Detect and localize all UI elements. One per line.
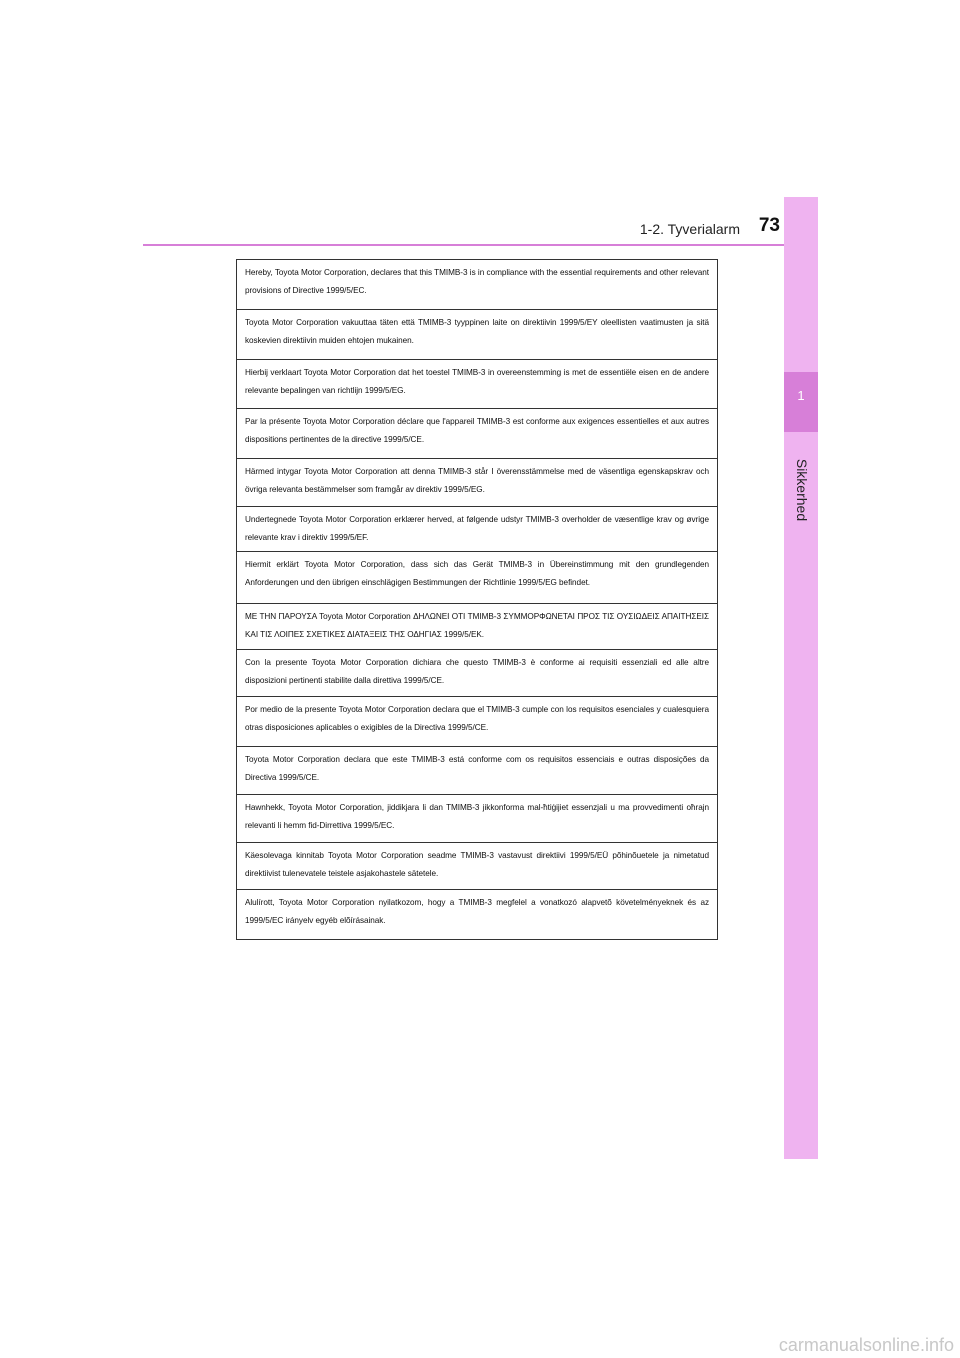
declaration-row-nl: Hierbij verklaart Toyota Motor Corporation dat het toestel TMIMB-3 in overeenstemming is met de essentiële eisen en de andere relevante bepalingen van richtlijn 1999/5/EG. — [237, 360, 717, 409]
declaration-row-pt: Toyota Motor Corporation declara que este TMIMB-3 está conforme com os requisitos essenciais e outras disposições da Directiva 1999/5/CE. — [237, 747, 717, 795]
declaration-row-et: Käesolevaga kinnitab Toyota Motor Corporation seadme TMIMB-3 vastavust direktiivi 1999/5/EÜ põhinõuetele ja nimetatud direktiivist tulenevatele teistele asjakohastele sätetele. — [237, 843, 717, 890]
declaration-row-es: Por medio de la presente Toyota Motor Corporation declara que el TMIMB-3 cumple con los requisitos esenciales y cualesquiera otras disposiciones aplicables o exigibles de la Directiva 1999/5/CE. — [237, 697, 717, 747]
declaration-row-hu: Alulírott, Toyota Motor Corporation nyilatkozom, hogy a TMIMB-3 megfelel a vonatkozó alapvetõ követelményeknek és az 1999/5/EC irányelv egyéb elõírásainak. — [245, 898, 709, 925]
declaration-row-da: Undertegnede Toyota Motor Corporation erklærer herved, at følgende udstyr TMIMB-3 overholder de væsentlige krav og øvrige relevante krav i direktiv 1999/5/EF. — [237, 507, 717, 552]
declaration-row-en: Hereby, Toyota Motor Corporation, declares that this TMIMB-3 is in compliance with the essential requirements and other relevant provisions of Directive 1999/5/EC. — [237, 260, 717, 310]
chapter-side-tab — [784, 197, 818, 1159]
declaration-row-el: ΜΕ ΤΗΝ ΠΑΡΟΥΣΑ Toyota Motor Corporation ΔΗΛΩΝΕΙ ΟΤΙ TMIMB-3 ΣΥΜΜΟΡΦΩΝΕΤΑΙ ΠΡΟΣ ΤΙΣ ΟΥΣΙΩΔΕΙΣ ΑΠΑΙΤΗΣΕΙΣ ΚΑΙ ΤΙΣ ΛΟΙΠΕΣ ΣΧΕΤΙΚΕΣ ΔΙΑΤΑΞΕΙΣ ΤΗΣ ΟΔΗΓΙΑΣ 1999/5/ΕΚ. — [237, 604, 717, 650]
site-watermark: carmanualsonline.info — [778, 1335, 954, 1355]
declaration-row-fr: Par la présente Toyota Motor Corporation déclare que l'appareil TMIMB-3 est conforme aux exigences essentielles et aux autres dispositions pertinentes de la directive 1999/5/CE. — [237, 409, 717, 459]
header-rule — [143, 244, 784, 246]
declaration-row-it: Con la presente Toyota Motor Corporation dichiara che questo TMIMB-3 è conforme ai requisiti essenziali ed alle altre disposizioni pertinenti stabilite dalla direttiva 1999/5/CE. — [237, 650, 717, 697]
declarations-table — [236, 259, 718, 940]
page-number: 73 — [758, 215, 780, 236]
chapter-number: 1 — [797, 388, 805, 403]
declaration-row-fi: Toyota Motor Corporation vakuuttaa täten että TMIMB-3 tyyppinen laite on direktiivin 1999/5/EY oleellisten vaatimusten ja sitä koskevien direktiivin muiden ehtojen mukainen. — [237, 310, 717, 360]
declaration-row-sv: Härmed intygar Toyota Motor Corporation att denna TMIMB-3 står I överensstämmelse med de väsentliga egenskapskrav och övriga relevanta bestämmelser som framgår av direktiv 1999/5/EG. — [237, 459, 717, 507]
chapter-label: Sikkerhed — [794, 458, 810, 522]
section-title: 1-2. Tyverialarm — [639, 221, 740, 237]
declaration-row-mt: Hawnhekk, Toyota Motor Corporation, jiddikjara li dan TMIMB-3 jikkonforma mal-ħtiġijiet essenzjali u ma provvedimenti oħrajn relevanti li hemm fid-Dirrettiva 1999/5/EC. — [237, 795, 717, 843]
declaration-row-de: Hiermit erklärt Toyota Motor Corporation, dass sich das Gerät TMIMB-3 in Übereinstimmung mit den grundlegenden Anforderungen und den übrigen einschlägigen Bestimmungen der Richtlinie 1999/5/EG befindet. — [237, 552, 717, 604]
